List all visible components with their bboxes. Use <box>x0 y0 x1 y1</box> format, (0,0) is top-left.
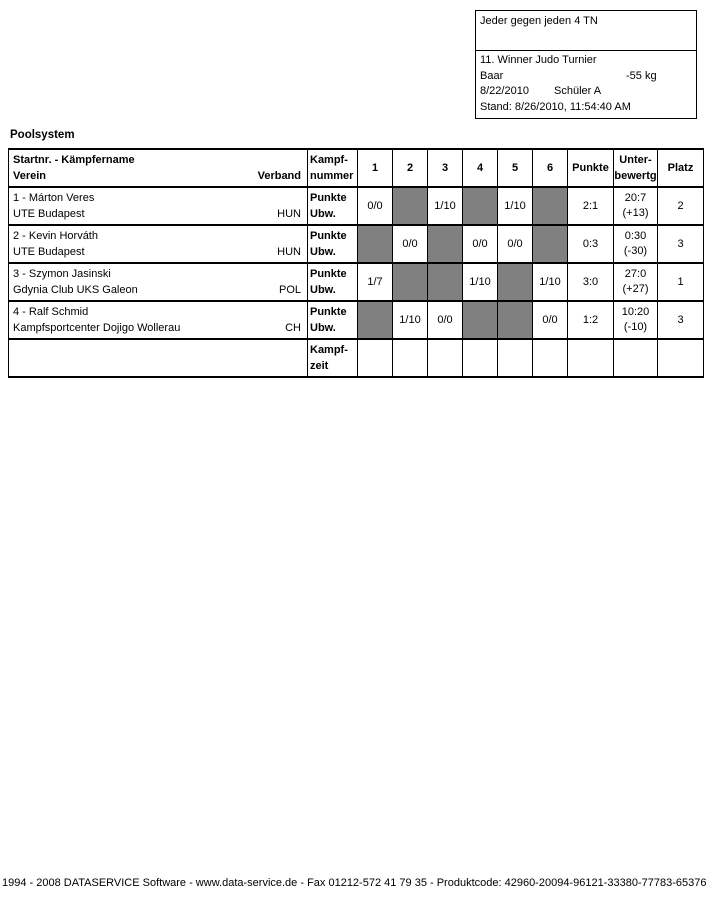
club-line <box>13 206 301 222</box>
match-result-cell: 1/10 <box>463 263 498 301</box>
punkte-value: 3:0 <box>568 263 614 301</box>
blocked-cell <box>463 301 498 339</box>
match-result-cell: 0/0 <box>498 225 533 263</box>
col-header-match-2: 2 <box>393 149 428 187</box>
section-title: Poolsystem <box>10 129 75 141</box>
blocked-cell <box>533 187 568 225</box>
unterbewertung-value <box>614 187 658 225</box>
unterbewertung-score: 20:7 <box>624 192 647 204</box>
blocked-cell <box>393 187 428 225</box>
date-line <box>480 84 692 100</box>
punkte-value: 2:1 <box>568 187 614 225</box>
fighter-row <box>9 225 704 263</box>
ubw-label: Ubw. <box>310 322 336 334</box>
blocked-cell <box>533 225 568 263</box>
fighter-name: 4 - Ralf Schmid <box>13 306 89 318</box>
platz-value: 2 <box>658 187 704 225</box>
col-header-verband: Verband <box>257 170 301 182</box>
punkte-ubw-label <box>308 301 358 339</box>
fighter-cell <box>9 187 308 225</box>
blocked-cell <box>358 225 393 263</box>
country-code: HUN <box>277 246 301 258</box>
stand-timestamp: Stand: 8/26/2010, 11:54:40 AM <box>480 100 631 113</box>
location: Baar <box>480 69 504 82</box>
unterbewertung-score: 0:30 <box>624 230 647 242</box>
blocked-cell <box>498 263 533 301</box>
empty-region <box>614 339 658 377</box>
match-result-cell: 0/0 <box>463 225 498 263</box>
country-code: HUN <box>277 208 301 220</box>
match-result-cell: 0/0 <box>533 301 568 339</box>
age-class: Schüler A <box>554 85 602 97</box>
punkte-value: 0:3 <box>568 225 614 263</box>
pool-system-section <box>476 11 696 50</box>
match-result-cell: 1/10 <box>533 263 568 301</box>
match-result-cell: 0/0 <box>393 225 428 263</box>
ubw-label: Ubw. <box>310 208 336 220</box>
platz-value: 3 <box>658 301 704 339</box>
punkte-value: 1:2 <box>568 301 614 339</box>
country-code: CH <box>285 322 301 334</box>
match-result-cell: 1/10 <box>428 187 463 225</box>
kampfzeit-cell-1 <box>358 339 393 377</box>
col-header-match-3: 3 <box>428 149 463 187</box>
punkte-label: Punkte <box>310 230 347 242</box>
fighter-cell <box>9 301 308 339</box>
col-header-match-4: 4 <box>463 149 498 187</box>
tournament-name-line <box>480 53 692 69</box>
platz-value: 1 <box>658 263 704 301</box>
col-header-platz: Platz <box>658 149 704 187</box>
tournament-name: 11. Winner Judo Turnier <box>480 54 597 66</box>
kampfzeit-row <box>9 339 704 377</box>
fighter-row <box>9 263 704 301</box>
punkte-label: Punkte <box>310 192 347 204</box>
kampfzeit-cell-2 <box>393 339 428 377</box>
club-line <box>13 282 301 298</box>
fighter-name: 3 - Szymon Jasinski <box>13 268 111 280</box>
punkte-ubw-label <box>308 263 358 301</box>
blocked-cell <box>393 263 428 301</box>
fighter-name: 2 - Kevin Horváth <box>13 230 98 242</box>
blocked-cell <box>463 187 498 225</box>
club-name: UTE Budapest <box>13 246 85 258</box>
fighter-name: 1 - Márton Veres <box>13 192 95 204</box>
fighter-cell <box>9 263 308 301</box>
blocked-cell <box>358 301 393 339</box>
kampfzeit-cell-3 <box>428 339 463 377</box>
kampfzeit-cell-4 <box>463 339 498 377</box>
col-header-fighter-line2 <box>13 168 301 184</box>
match-result-cell: 1/7 <box>358 263 393 301</box>
punkte-ubw-label <box>308 225 358 263</box>
location-line <box>480 69 692 85</box>
unterbewertung-value <box>614 225 658 263</box>
unterbewertung-score: 27:0 <box>624 268 647 280</box>
blocked-cell <box>428 263 463 301</box>
col-header-fighter-line1: Startnr. - Kämpfername <box>13 154 135 166</box>
unterbewertung-value <box>614 263 658 301</box>
ubw-label: Ubw. <box>310 284 336 296</box>
empty-region <box>658 339 704 377</box>
unterbewertung-diff: (+27) <box>622 283 649 295</box>
kampfzeit-cell-5 <box>498 339 533 377</box>
fighter-row <box>9 301 704 339</box>
punkte-ubw-label <box>308 187 358 225</box>
fighter-row <box>9 187 704 225</box>
empty-region <box>568 339 614 377</box>
blocked-cell <box>498 301 533 339</box>
punkte-label: Punkte <box>310 306 347 318</box>
col-header-punkte: Punkte <box>568 149 614 187</box>
pool-table <box>8 148 704 378</box>
club-name: Gdynia Club UKS Galeon <box>13 284 138 296</box>
unterbewertung-value <box>614 301 658 339</box>
col-header-verein: Verein <box>13 170 47 182</box>
empty-region <box>9 339 308 377</box>
footer-text: 1994 - 2008 DATASERVICE Software - www.data-service.de - Fax 01212-572 41 79 35 - Produktcode: 42960-20094-96121-33380-77783-65376 <box>2 877 707 889</box>
match-result-cell: 1/10 <box>393 301 428 339</box>
tournament-details-section <box>476 50 696 118</box>
col-header-match-1: 1 <box>358 149 393 187</box>
event-date: 8/22/2010 <box>480 85 529 97</box>
club-line <box>13 244 301 260</box>
platz-value: 3 <box>658 225 704 263</box>
fighter-cell <box>9 225 308 263</box>
unterbewertung-diff: (+13) <box>622 207 649 219</box>
kampfzeit-cell-6 <box>533 339 568 377</box>
ubw-label: Ubw. <box>310 246 336 258</box>
punkte-label: Punkte <box>310 268 347 280</box>
table-header-row <box>9 149 704 187</box>
club-name: UTE Budapest <box>13 208 85 220</box>
weight-class: -55 kg <box>626 69 657 82</box>
stand-line <box>480 100 692 116</box>
tournament-info-box <box>475 10 697 119</box>
country-code: POL <box>278 284 301 296</box>
col-header-fighter <box>9 149 308 187</box>
match-result-cell: 1/10 <box>498 187 533 225</box>
unterbewertung-diff: (-30) <box>623 245 648 257</box>
col-header-match-5: 5 <box>498 149 533 187</box>
col-header-match-6: 6 <box>533 149 568 187</box>
pool-system-label: Jeder gegen jeden 4 TN <box>480 15 598 27</box>
kampfzeit-label: Kampf- zeit <box>308 339 358 377</box>
match-result-cell: 0/0 <box>428 301 463 339</box>
club-name: Kampfsportcenter Dojigo Wollerau <box>13 322 181 334</box>
col-header-unterbewertung: Unter- bewertg <box>614 149 658 187</box>
match-result-cell: 0/0 <box>358 187 393 225</box>
unterbewertung-diff: (-10) <box>623 321 648 333</box>
club-line <box>13 320 301 336</box>
unterbewertung-score: 10:20 <box>621 306 650 318</box>
blocked-cell <box>428 225 463 263</box>
col-header-kampfnummer: Kampf- nummer <box>308 149 358 187</box>
